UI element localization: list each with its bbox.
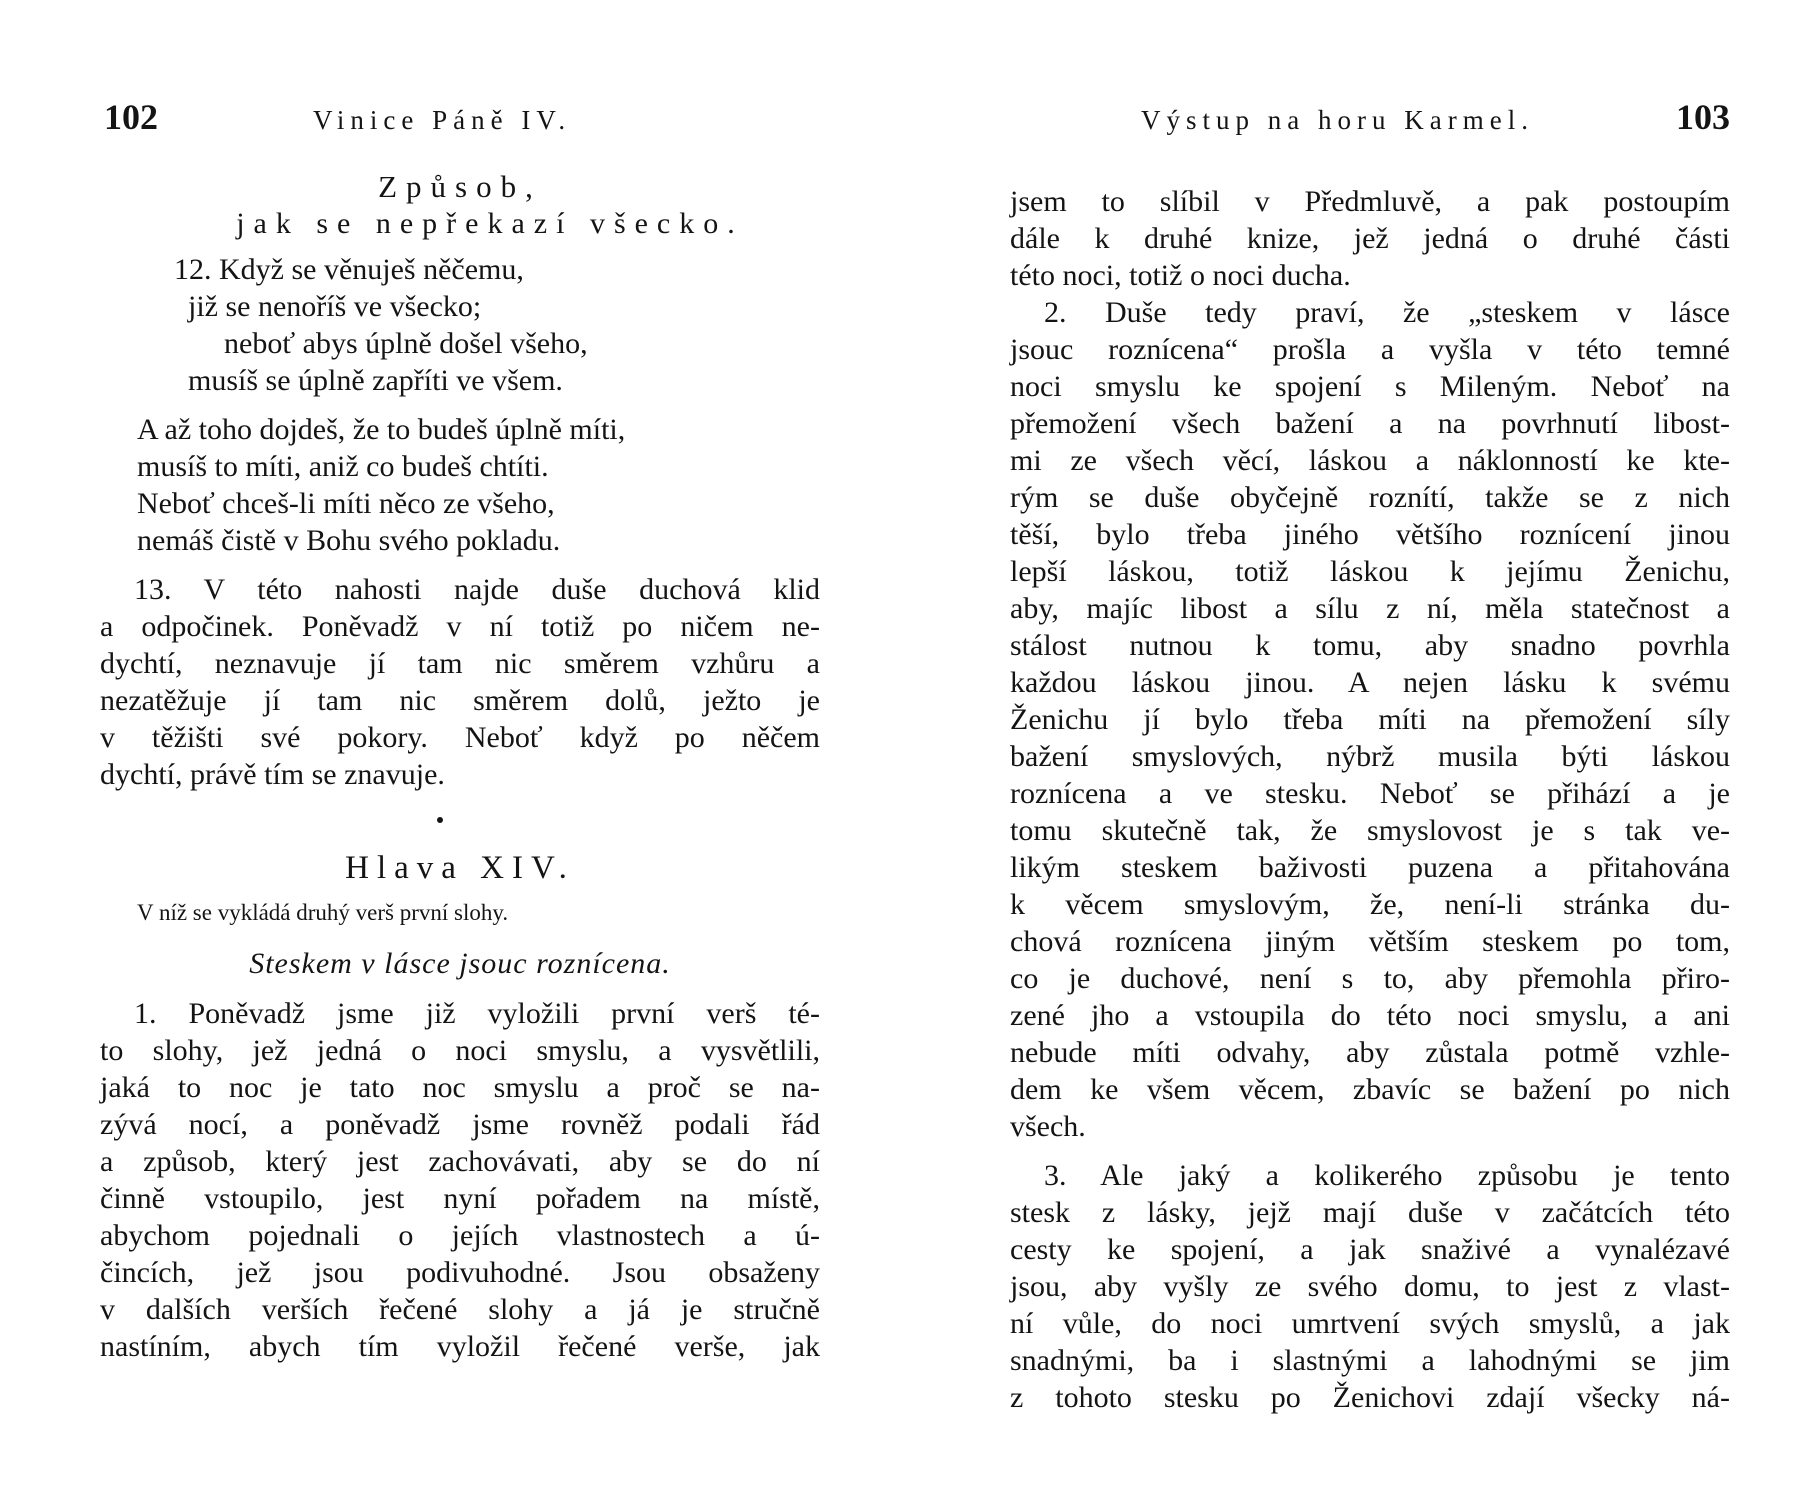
verse-line: neboť abys úplně došel všeho,: [224, 327, 588, 360]
left-page-body: [100, 168, 820, 1365]
chapter-title: Hlava XIV.: [345, 850, 575, 886]
text-line: snadnými, ba i slastnými a lahodnými se jim: [1010, 1344, 1730, 1377]
text-line: 13. V této nahosti najde duše duchová klid: [134, 573, 820, 606]
left-page: [100, 0, 820, 1500]
page-number-right: 103: [1676, 97, 1730, 137]
text-line: tomu skutečně tak, že smyslovost je s tak ve-: [1010, 814, 1730, 847]
paragraph-1: [100, 995, 820, 1365]
text-line: zývá nocí, a poněvadž jsme rovněž podali řád: [100, 1108, 820, 1141]
text-line: dychtí, neznavuje jí tam nic směrem vzhůru a: [100, 647, 820, 680]
running-title-left: Vinice Páně IV.: [313, 105, 572, 135]
text-line: každou láskou jinou. A nejen lásku k svému: [1010, 666, 1730, 699]
text-line: nebude míti odvahy, aby zůstala potmě vzhle-: [1010, 1036, 1730, 1069]
text-line: všech.: [1010, 1110, 1086, 1143]
text-line: této noci, totiž o noci ducha.: [1010, 259, 1351, 292]
paragraph-3: [1010, 1157, 1730, 1416]
text-line: noci smyslu ke spojení s Mileným. Neboť na: [1010, 370, 1730, 403]
text-line: co je duchové, není s to, aby přemohla přiro-: [1010, 962, 1730, 995]
verse-block: [100, 251, 820, 399]
stanza-line: Neboť chceš-li míti něco ze všeho,: [137, 487, 555, 520]
text-line: čincích, jež jsou podivuhodné. Jsou obsaženy: [100, 1256, 820, 1289]
text-line: bažení smyslových, nýbrž musila býti láskou: [1010, 740, 1730, 773]
text-line: chová roznícena jiným větším steskem po tom,: [1010, 925, 1730, 958]
text-line: stálost nutnou k tomu, aby snadno povrhla: [1010, 629, 1730, 662]
stanza-line: nemáš čistě v Bohu svého pokladu.: [137, 524, 561, 557]
text-line: v těžišti své pokory. Neboť když po něčem: [100, 721, 820, 754]
text-line: jaká to noc je tato noc smyslu a proč se na-: [100, 1071, 820, 1104]
text-line: v dalších verších řečené slohy a já je stručně: [100, 1293, 820, 1326]
text-line: dychtí, právě tím se znavuje.: [100, 758, 445, 791]
text-line: rým se duše obyčejně roznítí, takže se z nich: [1010, 481, 1730, 514]
text-line: abychom pojednali o jejích vlastnostech a ú-: [100, 1219, 820, 1252]
text-line: 2. Duše tedy praví, že „steskem v lásce: [1044, 296, 1730, 329]
text-line: likým steskem baživosti puzena a přitahována: [1010, 851, 1730, 884]
text-line: jsouc roznícena“ prošla a vyšla v této temné: [1010, 333, 1730, 366]
running-title-right: Výstup na horu Karmel.: [1141, 105, 1534, 135]
text-line: dem ke všem věcem, zbavíc se bažení po nich: [1010, 1073, 1730, 1106]
text-line: mi ze všech věcí, láskou a náklonností ke kte-: [1010, 444, 1730, 477]
ornament-dot: [437, 817, 443, 823]
stanza-line: A až toho dojdeš, že to budeš úplně míti,: [137, 413, 626, 446]
text-line: 3. Ale jaký a kolikerého způsobu je tento: [1044, 1159, 1730, 1192]
right-page-body: [1010, 183, 1730, 1416]
section-subtitle: jak se nepřekazí všecko.: [236, 207, 744, 240]
section-title: Způsob,: [378, 169, 542, 204]
text-line: a způsob, který jest zachovávati, aby se do ní: [100, 1145, 820, 1178]
text-line: ní vůle, do noci umrtvení svých smyslů, a jak: [1010, 1307, 1730, 1340]
text-line: dále k druhé knize, jež jedná o druhé části: [1010, 222, 1730, 255]
text-line: Ženichu jí bylo třeba míti na přemožení síly: [1010, 703, 1730, 736]
text-line: aby, majíc libost a sílu z ní, měla statečnost a: [1010, 592, 1730, 625]
verse-line-title: Steskem v lásce jsouc roznícena.: [249, 947, 671, 980]
text-line: těší, bylo třeba jiného většího roznícení jinou: [1010, 518, 1730, 551]
text-line: k věcem smyslovým, že, není-li stránka du-: [1010, 888, 1730, 921]
text-line: přemožení všech bažení a na povrhnutí libost-: [1010, 407, 1730, 440]
running-head-right: [1010, 96, 1730, 140]
paragraph-13: [100, 571, 820, 793]
page-number-left: 102: [104, 97, 158, 137]
chapter-summary: V níž se vykládá druhý verš první slohy.: [137, 900, 509, 925]
text-line: stesk z lásky, jejž mají duše v začátcích této: [1010, 1196, 1730, 1229]
paragraph-continued: [1010, 183, 1730, 294]
right-page: [1010, 0, 1730, 1500]
text-line: nezatěžuje jí tam nic směrem dolů, ježto je: [100, 684, 820, 717]
text-line: jsou, aby vyšly ze svého domu, to jest z vlast-: [1010, 1270, 1730, 1303]
text-line: cesty ke spojení, a jak snaživé a vynalézavé: [1010, 1233, 1730, 1266]
stanza-line: musíš to míti, aniž co budeš chtíti.: [137, 450, 549, 483]
stanza-block: [137, 411, 820, 559]
text-line: 1. Poněvadž jsme již vyložili první verš té-: [134, 997, 820, 1030]
text-line: jsem to slíbil v Předmluvě, a pak postoupím: [1010, 185, 1730, 218]
text-line: a odpočinek. Poněvadž v ní totiž po ničem ne-: [100, 610, 820, 643]
verse-line: musíš se úplně zapříti ve všem.: [188, 364, 563, 397]
paragraph-2: [1010, 294, 1730, 1145]
verse-line: již se nenoříš ve všecko;: [188, 290, 482, 323]
text-line: z tohoto stesku po Ženichovi zdají všecky ná-: [1010, 1381, 1730, 1414]
running-head-left: [100, 96, 820, 140]
verse-line: 12. Když se věnuješ něčemu,: [174, 253, 524, 286]
text-line: to slohy, jež jedná o noci smyslu, a vysvětlili,: [100, 1034, 820, 1067]
text-line: roznícena a ve stesku. Neboť se přihází a je: [1010, 777, 1730, 810]
text-line: nastíním, abych tím vyložil řečené verše, jak: [100, 1330, 820, 1363]
text-line: zené jho a vstoupila do této noci smyslu, a ani: [1010, 999, 1730, 1032]
text-line: lepší láskou, totiž láskou k jejímu Ženichu,: [1010, 555, 1730, 588]
text-line: činně vstoupilo, jest nyní pořadem na místě,: [100, 1182, 820, 1215]
